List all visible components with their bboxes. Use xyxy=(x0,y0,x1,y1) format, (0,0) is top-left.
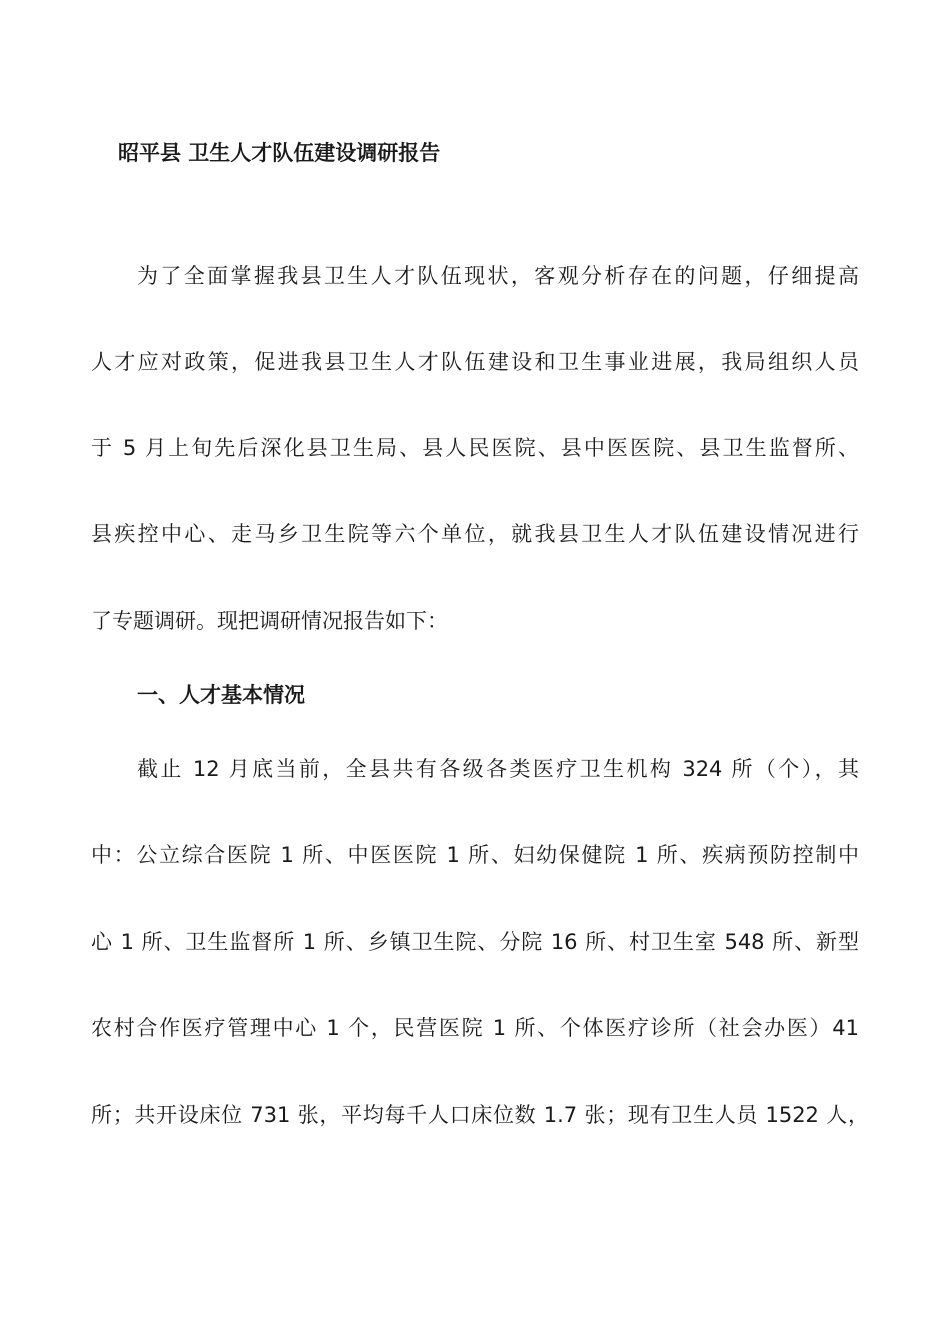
section-line-3: 心 1 所、卫生监督所 1 所、乡镇卫生院、分院 16 所、村卫生室 548 所、新型 xyxy=(91,930,859,954)
section-line-2: 中：公立综合医院 1 所、中医医院 1 所、妇幼保健院 1 所、疾病预防控制中 xyxy=(91,843,859,867)
intro-line-4: 县疾控中心、走马乡卫生院等六个单位，就我县卫生人才队伍建设情况进行 xyxy=(91,522,859,546)
section-line-1: 截止 12 月底当前，全县共有各级各类医疗卫生机构 324 所（个），其 xyxy=(137,757,859,781)
section-heading: 一、人才基本情况 xyxy=(137,683,305,707)
document-title: 昭平县 卫生人才队伍建设调研报告 xyxy=(118,141,441,165)
intro-line-1: 为了全面掌握我县卫生人才队伍现状，客观分析存在的问题，仔细提高 xyxy=(137,264,859,288)
intro-line-3: 于 5 月上旬先后深化县卫生局、县人民医院、县中医医院、县卫生监督所、 xyxy=(91,436,859,460)
intro-line-2: 人才应对政策，促进我县卫生人才队伍建设和卫生事业进展，我局组织人员 xyxy=(91,350,859,374)
section-line-4: 农村合作医疗管理中心 1 个，民营医院 1 所、个体医疗诊所（社会办医）41 xyxy=(91,1016,859,1040)
intro-line-5: 了专题调研。现把调研情况报告如下： xyxy=(91,609,448,633)
section-line-5: 所；共开设床位 731 张，平均每千人口床位数 1.7 张；现有卫生人员 1522 人， xyxy=(91,1103,869,1127)
